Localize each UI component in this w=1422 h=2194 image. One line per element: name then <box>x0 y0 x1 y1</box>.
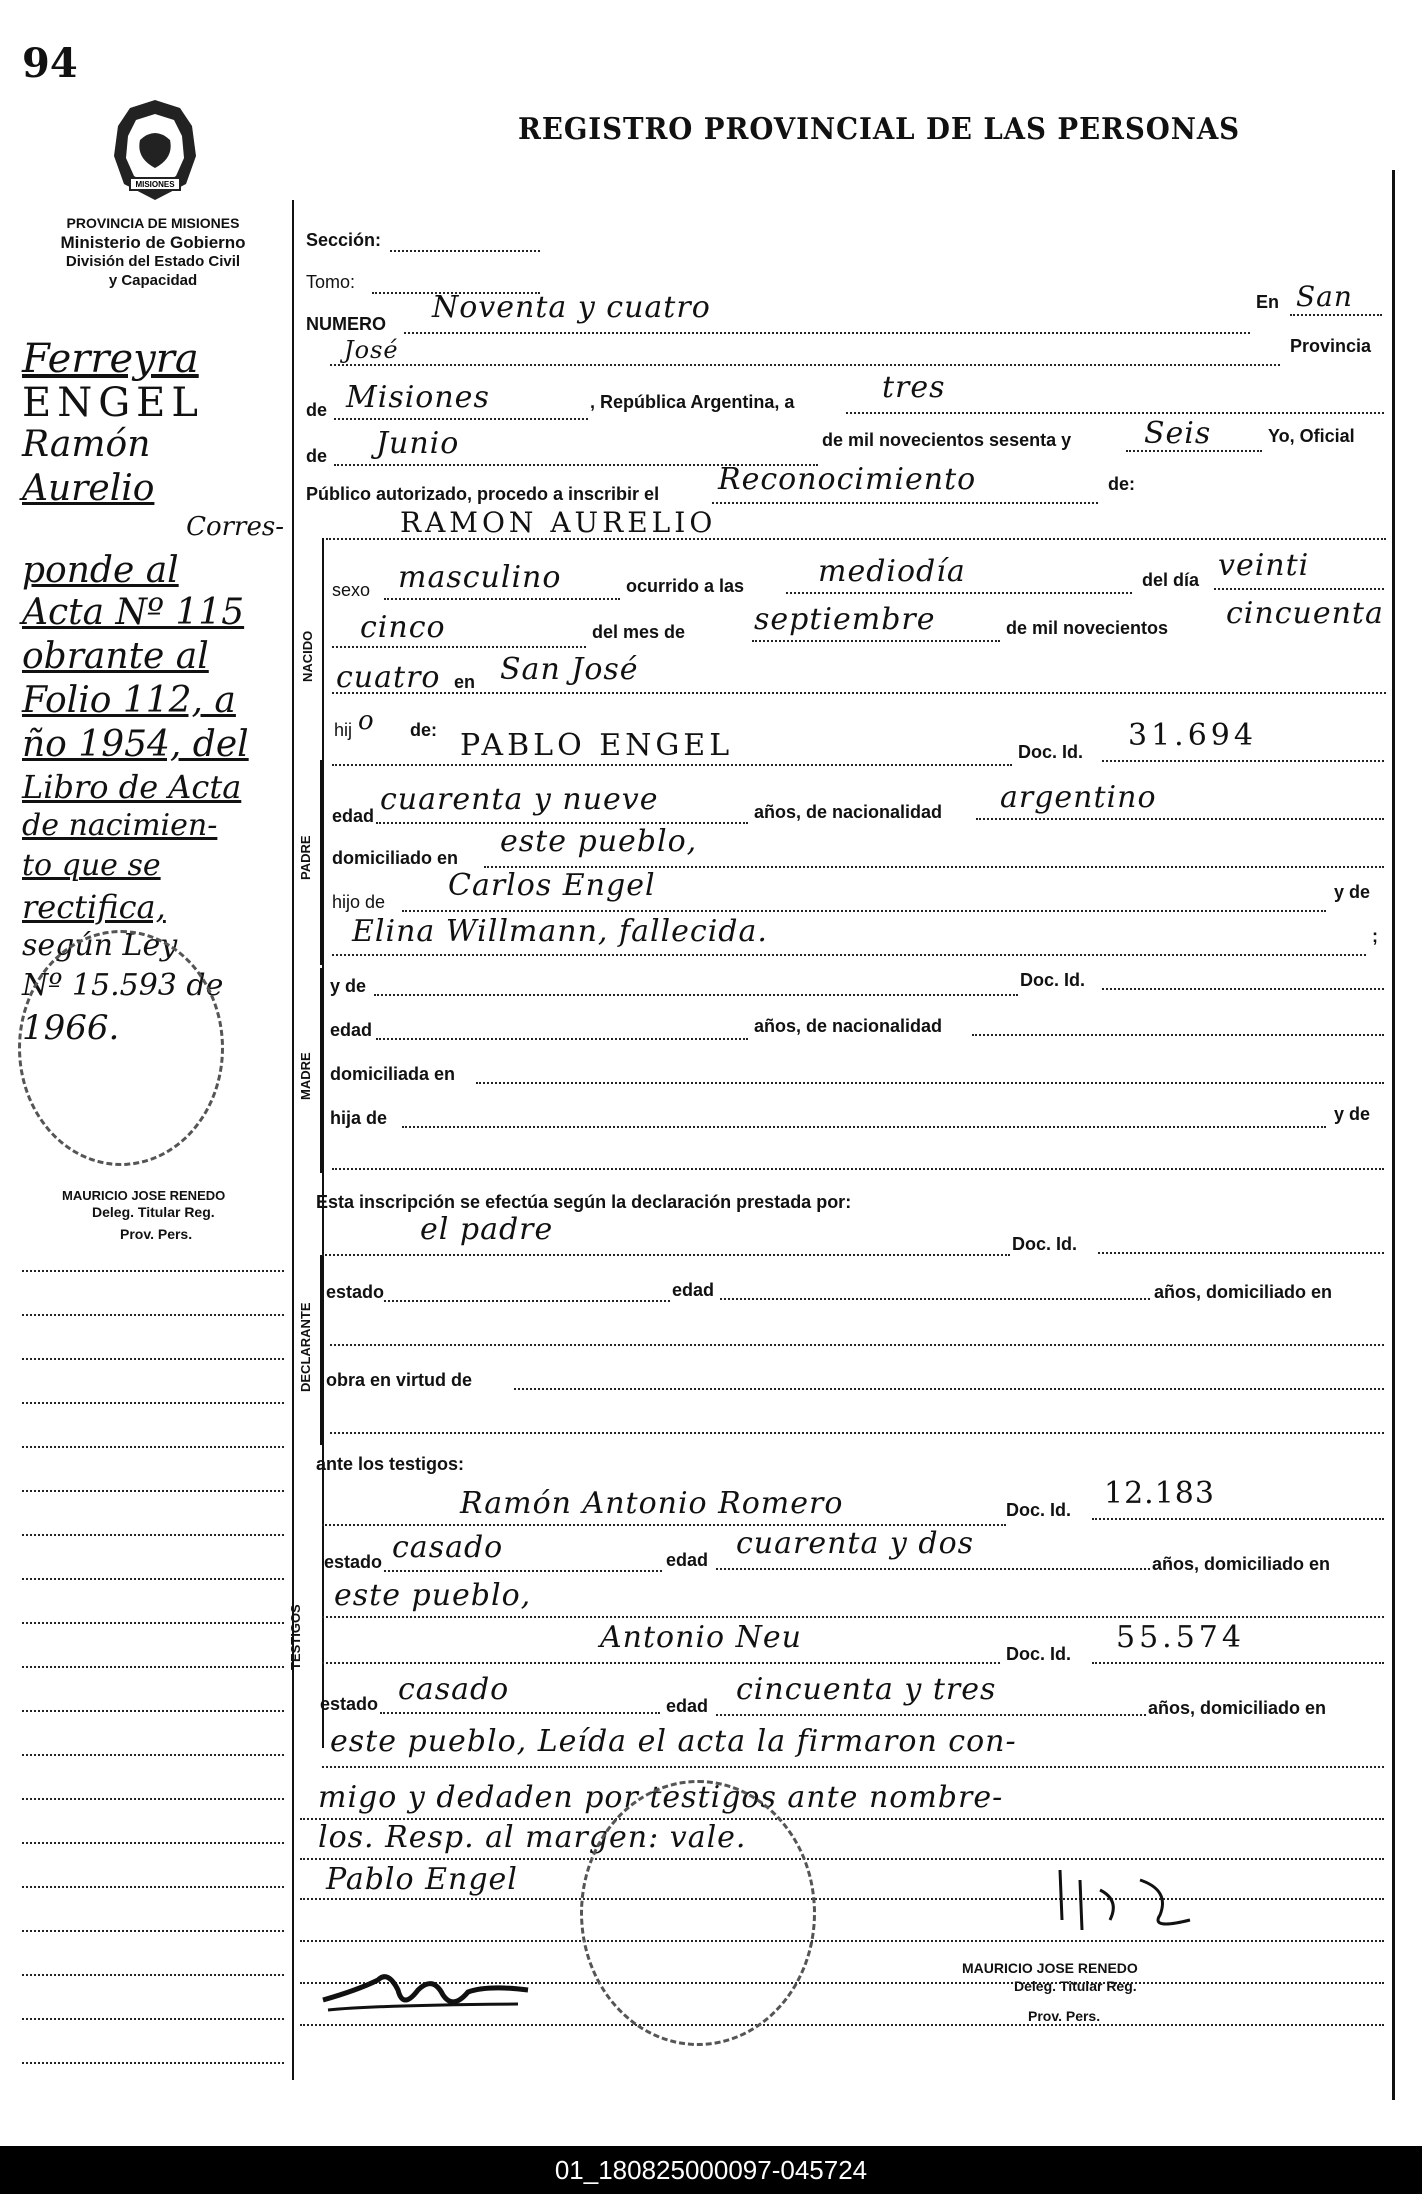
edad-value-padre: cuarenta y nueve <box>380 782 659 817</box>
domic-line-t1 <box>322 1616 1384 1618</box>
de-label: de <box>306 400 328 420</box>
margin-rule-line <box>22 2062 284 2064</box>
doc-label-t1: Doc. Id. <box>1006 1500 1072 1520</box>
doc-line-t2 <box>1092 1662 1384 1664</box>
document-id-footer: 01_180825000097-045724 <box>0 2146 1422 2194</box>
side-label-declarante: DECLARANTE <box>298 1302 313 1392</box>
margin-rule-line <box>22 1534 284 1536</box>
anio-value-nacido: cincuenta <box>1226 596 1384 631</box>
margin-line: Ferreyra <box>22 336 199 382</box>
doc-line-t1 <box>1092 1518 1384 1520</box>
anio-value: Seis <box>1144 416 1212 451</box>
nac-line-padre <box>976 818 1384 820</box>
de-line <box>334 418 588 420</box>
testigo1-nombre: Ramón Antonio Romero <box>460 1486 844 1521</box>
y-de2-label-madre: y de <box>1334 1104 1371 1124</box>
hora-value: mediodía <box>818 554 966 589</box>
edad-label-declarante: edad <box>672 1280 715 1300</box>
margin-rule-line <box>22 1798 284 1800</box>
de-value: Misiones <box>346 380 490 415</box>
issuer-line3: División del Estado Civil <box>65 253 241 270</box>
sexo-value: masculino <box>398 560 562 595</box>
obra-line2 <box>330 1432 1384 1434</box>
semicolon-padre: ; <box>1372 926 1378 946</box>
numero-label: NUMERO <box>306 314 386 334</box>
domic-label-madre: domiciliada en <box>330 1064 456 1084</box>
declaracion-intro: Esta inscripción se efectúa según la declaración prestada por: <box>316 1192 852 1212</box>
dia2-line <box>332 646 586 648</box>
padres-line <box>332 764 1012 766</box>
official-stamp <box>580 1780 816 2046</box>
sexo-line <box>384 598 620 600</box>
dia-line <box>846 412 1384 414</box>
sub-rule-declarante <box>320 1255 323 1445</box>
en-label: En <box>1256 292 1280 312</box>
margin-line: Aurelio <box>22 468 155 509</box>
hija-line <box>402 1126 1326 1128</box>
margin-line: 1966. <box>22 1008 120 1048</box>
margin-rule-line <box>22 1666 284 1668</box>
margin-line: rectifica, <box>22 888 166 926</box>
mes-value: Junio <box>376 426 460 461</box>
del-mes-label: del mes de <box>592 622 686 642</box>
del-dia-label: del día <box>1142 570 1200 590</box>
margin-line: ponde al <box>22 550 179 591</box>
margin-rule-line <box>22 1446 284 1448</box>
anios-label-t2: años, domiciliado en <box>1148 1698 1327 1718</box>
margin-line: Ramón <box>22 424 151 465</box>
sexo-label: sexo <box>332 580 371 600</box>
edad-label-padre: edad <box>332 806 375 826</box>
anios-label-declarante: años, domiciliado en <box>1154 1282 1333 1302</box>
testigo2-nombre: Antonio Neu <box>600 1620 802 1655</box>
edad-label-t2: edad <box>666 1696 709 1716</box>
signature-scribble <box>318 1960 538 2030</box>
hijo-de-line <box>402 910 1326 912</box>
margin-rule-line <box>22 1270 284 1272</box>
margin-rule-line <box>22 1578 284 1580</box>
estado-label-t1: estado <box>324 1552 383 1572</box>
left-margin-rule <box>292 200 294 2080</box>
doc-label-t2: Doc. Id. <box>1006 1644 1072 1664</box>
loc-line <box>330 364 1280 366</box>
hija-label: hija de <box>330 1108 388 1128</box>
acto-line <box>712 502 1098 504</box>
loc-value: José <box>344 336 399 364</box>
hijo-suffix: o <box>358 706 375 736</box>
testigo1-doc: 12.183 <box>1104 1476 1215 1511</box>
padres-value: PABLO ENGEL <box>460 728 734 763</box>
margin-line: Acta Nº 115 <box>22 592 245 633</box>
lugar-line <box>332 692 1386 694</box>
issuer-line4: y Capacidad <box>108 272 198 289</box>
estado-line-t1 <box>384 1570 662 1572</box>
doc-label-madre: Doc. Id. <box>1020 970 1086 990</box>
cierre-rule3 <box>300 1858 1384 1860</box>
side-label-padre: PADRE <box>298 835 313 880</box>
doc-line-declarante <box>1098 1252 1384 1254</box>
de-label-nacido: de: <box>410 720 437 740</box>
en-value: San <box>1296 280 1353 313</box>
yo-label: Yo, Oficial <box>1268 426 1355 446</box>
republica-label: , República Argentina, a <box>590 392 795 412</box>
anio2-value: cuatro <box>336 660 441 695</box>
right-margin-rule <box>1392 170 1395 2100</box>
y-de-label-padre: y de <box>1334 882 1371 902</box>
provincia-label: Provincia <box>1290 336 1372 356</box>
testigo1-edad: cuarenta y dos <box>736 1526 975 1561</box>
declarante-nombre: el padre <box>420 1212 554 1247</box>
issuer-block <box>18 214 288 290</box>
official-signature-role: Deleg. Titular Reg. <box>1014 1978 1137 1994</box>
mil-label: de mil novecientos sesenta y <box>822 430 1072 450</box>
mil-label-nacido: de mil novecientos <box>1006 618 1169 638</box>
margin-rule-line <box>22 2018 284 2020</box>
acto-value: Reconocimiento <box>718 462 977 497</box>
declarante-line <box>322 1254 1010 1256</box>
margin-line: to que se <box>22 848 161 883</box>
doc-label-declarante: Doc. Id. <box>1012 1234 1078 1254</box>
padre-value: Carlos Engel <box>448 868 656 903</box>
margin-rule-line <box>22 1710 284 1712</box>
margin-signature-name: MAURICIO JOSE RENEDO <box>62 1188 226 1203</box>
document-title: REGISTRO PROVINCIAL DE LAS PERSONAS <box>518 112 1241 147</box>
margin-line: según Ley <box>22 928 178 963</box>
nombre-line <box>326 538 1386 540</box>
official-scribble <box>1040 1860 1220 1940</box>
edad-label-t1: edad <box>666 1550 709 1570</box>
margin-rule-line <box>22 1622 284 1624</box>
seal-lettering: MISIONES <box>135 180 175 189</box>
margin-line: Libro de Acta <box>22 768 242 806</box>
dia-line-nacido <box>1214 588 1384 590</box>
margin-line: Nº 15.593 de <box>22 968 224 1003</box>
margin-signature-role: Deleg. Titular Reg. <box>92 1204 215 1220</box>
mes-value-nacido: septiembre <box>754 602 936 637</box>
anio-line <box>1126 450 1262 452</box>
en-line <box>1290 314 1382 316</box>
margin-line: obrante al <box>22 636 209 677</box>
dia2-value: cinco <box>360 610 446 645</box>
margin-rule-line <box>22 1754 284 1756</box>
edad-line-t2 <box>716 1714 1146 1716</box>
ocurrido-label: ocurrido a las <box>626 576 745 596</box>
testigo2-doc: 55.574 <box>1116 1620 1245 1655</box>
side-label-nacido: NACIDO <box>300 630 315 682</box>
madre-line-padre <box>332 954 1366 956</box>
cierre-line1 <box>322 1766 1384 1768</box>
margin-rule-line <box>22 1842 284 1844</box>
testigo2-domic: este pueblo, Leída el acta la firmaron con- <box>330 1724 1017 1759</box>
testigo2-edad: cincuenta y tres <box>736 1672 997 1707</box>
cierre-line3: los. Resp. al margen: vale. <box>318 1820 747 1855</box>
madre-extra-line <box>332 1168 1384 1170</box>
margin-signature-office: Prov. Pers. <box>120 1226 193 1242</box>
sub-rule-padre <box>320 760 323 965</box>
madre-nombre-line <box>374 994 1018 996</box>
doc-value-nacido: 31.694 <box>1128 718 1257 753</box>
cierre-rule5 <box>300 1940 1384 1942</box>
coat-of-arms-seal <box>100 96 210 204</box>
margin-line: ño 1954, del <box>22 724 249 765</box>
tomo-label: Tomo: <box>306 272 356 292</box>
testigo1-domic: este pueblo, <box>334 1578 532 1613</box>
edad-label-madre: edad <box>330 1020 373 1040</box>
lugar-value: San José <box>500 652 639 687</box>
doc-label-nacido: Doc. Id. <box>1018 742 1084 762</box>
dia-value: tres <box>882 370 946 405</box>
domic-label-padre: domiciliado en <box>332 848 459 868</box>
official-signature-name: MAURICIO JOSE RENEDO <box>962 1960 1138 1976</box>
nombre-value: RAMON AURELIO <box>400 506 717 539</box>
cierre-rule4 <box>300 1898 1384 1900</box>
hijo-de-label: hijo de <box>332 892 386 912</box>
margin-line: Folio 112, a <box>22 680 236 721</box>
sub-rule-madre <box>320 968 323 1173</box>
margin-rule-line <box>22 1402 284 1404</box>
margin-stamp <box>18 930 224 1166</box>
anios-label-madre: años, de nacionalidad <box>754 1016 943 1036</box>
page-number: 94 <box>22 40 78 87</box>
domic-line-madre <box>476 1082 1384 1084</box>
seccion-line <box>390 250 540 252</box>
estado-line-declarante <box>384 1300 670 1302</box>
margin-rule-line <box>22 1886 284 1888</box>
edad-line-madre <box>376 1038 748 1040</box>
anios-label-padre: años, de nacionalidad <box>754 802 943 822</box>
side-label-madre: MADRE <box>298 1052 313 1100</box>
testigo2-estado: casado <box>398 1672 510 1707</box>
testigo2-line <box>322 1662 1000 1664</box>
obra-label: obra en virtud de <box>326 1370 473 1390</box>
hijo-label: hij <box>334 720 353 740</box>
doc-line-madre <box>1102 988 1384 990</box>
en-label-nacido: en <box>454 672 476 692</box>
doc-line-nacido <box>1102 760 1384 762</box>
dia-value-nacido: veinti <box>1218 548 1310 583</box>
margin-line: ENGEL <box>22 380 204 426</box>
firma-padre: Pablo Engel <box>326 1862 518 1897</box>
de2-label: de <box>306 446 328 466</box>
margin-rule-line <box>22 1358 284 1360</box>
numero-value: Noventa y cuatro <box>432 290 711 325</box>
y-de-label-madre: y de <box>330 976 367 996</box>
edad-line-declarante <box>720 1298 1150 1300</box>
margin-rule-line <box>22 1314 284 1316</box>
domic-value-padre: este pueblo, <box>500 824 698 859</box>
issuer-line2: Ministerio de Gobierno <box>60 233 246 252</box>
margin-line: de nacimien- <box>22 808 218 843</box>
issuer-line1: PROVINCIA DE MISIONES <box>66 215 240 231</box>
margin-line: Corres- <box>186 512 284 542</box>
side-label-testigos: TESTIGOS <box>288 1604 303 1670</box>
mes-line-nacido <box>752 640 1000 642</box>
ante-testigos-label: ante los testigos: <box>316 1454 465 1474</box>
hora-line <box>786 592 1132 594</box>
edad-line-t1 <box>716 1568 1150 1570</box>
madre-value: Elina Willmann, fallecida. <box>352 914 768 949</box>
margin-rule-line <box>22 1974 284 1976</box>
estado-label-declarante: estado <box>326 1282 385 1302</box>
cierre-line2: migo y dedaden por testigos ante nombre- <box>318 1780 1004 1815</box>
testigo1-estado: casado <box>392 1530 504 1565</box>
anios-label-t1: años, domiciliado en <box>1152 1554 1331 1574</box>
domic-line-declarante <box>330 1344 1384 1346</box>
seccion-label: Sección: <box>306 230 382 250</box>
official-signature-office: Prov. Pers. <box>1028 2008 1101 2024</box>
de3-label: de: <box>1108 474 1135 494</box>
margin-rule-line <box>22 1490 284 1492</box>
margin-rule-line <box>22 1930 284 1932</box>
numero-line <box>404 332 1250 334</box>
nac-line-madre <box>972 1034 1384 1036</box>
obra-line <box>514 1388 1384 1390</box>
estado-label-t2: estado <box>320 1694 379 1714</box>
publico-label: Público autorizado, procedo a inscribir el <box>306 484 660 504</box>
nac-value-padre: argentino <box>1000 780 1157 815</box>
estado-line-t2 <box>380 1712 660 1714</box>
